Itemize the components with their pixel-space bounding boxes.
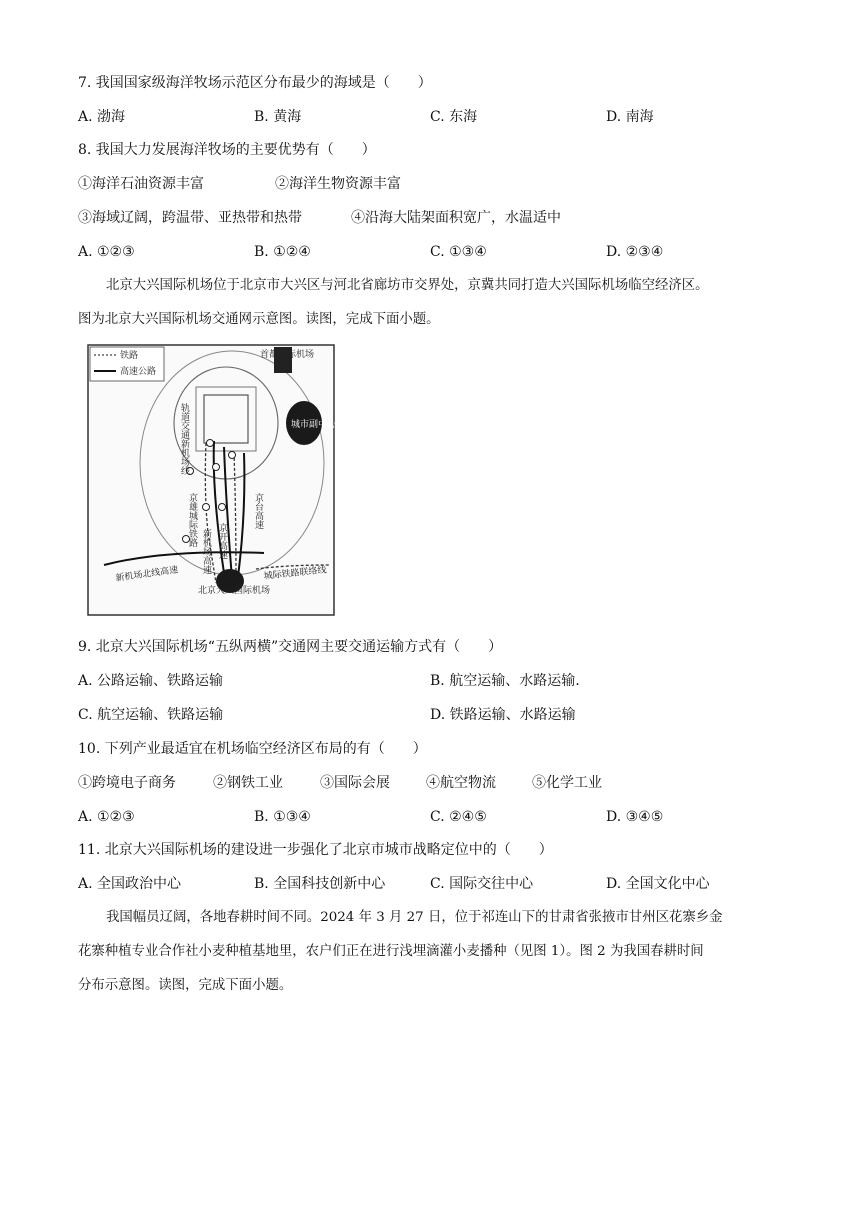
q8-item-4: ④沿海大陆架面积宽广，水温适中 xyxy=(351,210,561,226)
station-marker xyxy=(207,440,214,447)
q7-option-b: B. 黄海 xyxy=(254,109,302,125)
jingxiong-rail-label: 京雄城际铁路 xyxy=(187,493,197,547)
q9-stem: 9. 北京大兴国际机场“五纵两横”交通网主要交通运输方式有（ ） xyxy=(78,639,503,655)
q8-item-2: ②海洋生物资源丰富 xyxy=(275,176,401,192)
passage1-line1: 北京大兴国际机场位于北京市大兴区与河北省廊坊市交界处，京冀共同打造大兴国际机场临空经济区。 xyxy=(106,278,709,293)
q10-stem: 10. 下列产业最适宜在机场临空经济区布局的有（ ） xyxy=(78,741,427,757)
q10-option-d: D. ③④⑤ xyxy=(606,809,664,825)
q7-option-a: A. 渤海 xyxy=(78,109,126,125)
q8-item-1: ①海洋石油资源丰富 xyxy=(78,176,204,192)
q8-stem: 8. 我国大力发展海洋牧场的主要优势有（ ） xyxy=(78,142,376,158)
q9-option-c: C. 航空运输、铁路运输 xyxy=(78,707,224,723)
daxing-airport-label: 北京大兴国际机场 xyxy=(198,586,271,596)
q8-option-d: D. ②③④ xyxy=(606,244,664,260)
jingtai-expressway-label: 京台高速 xyxy=(253,493,263,529)
q10-option-b: B. ①③④ xyxy=(254,809,311,825)
q10-item-4: ④航空物流 xyxy=(426,775,496,791)
passage1-line2: 图为北京大兴国际机场交通网示意图。读图，完成下面小题。 xyxy=(78,312,440,327)
city-subcenter-label: 城市副中心 xyxy=(291,420,336,430)
q9-option-b: B. 航空运输、水路运输. xyxy=(430,673,580,689)
q7-stem: 7. 我国国家级海洋牧场示范区分布最少的海域是（ ） xyxy=(78,75,432,91)
q8-option-a: A. ①②③ xyxy=(78,244,135,260)
q10-item-5: ⑤化学工业 xyxy=(532,775,602,791)
transport-map-svg xyxy=(86,343,336,617)
station-marker xyxy=(203,504,210,511)
passage2-line3: 分布示意图。读图，完成下面小题。 xyxy=(78,978,293,993)
q11-stem: 11. 北京大兴国际机场的建设进一步强化了北京市城市战略定位中的（ ） xyxy=(78,842,553,858)
q10-item-1: ①跨境电子商务 xyxy=(78,775,176,791)
q10-option-a: A. ①②③ xyxy=(78,809,135,825)
q7-option-d: D. 南海 xyxy=(606,109,654,125)
intercity-link-label: 城际铁路联络线 xyxy=(263,565,327,582)
q10-item-2: ②钢铁工业 xyxy=(213,775,283,791)
q11-option-c: C. 国际交往中心 xyxy=(430,876,534,892)
q11-option-d: D. 全国文化中心 xyxy=(606,876,710,892)
q10-item-3: ③国际会展 xyxy=(320,775,390,791)
q10-option-c: C. ②④⑤ xyxy=(430,809,487,825)
legend-rail-label: 铁路 xyxy=(120,351,139,361)
q11-option-b: B. 全国科技创新中心 xyxy=(254,876,386,892)
q7-option-c: C. 东海 xyxy=(430,109,478,125)
beijing-daxing-airport-transport-map xyxy=(86,343,336,617)
passage2-line1: 我国幅员辽阔，各地春耕时间不同。2024 年 3 月 27 日，位于祁连山下的甘肃省张掖市甘州区花寨乡金 xyxy=(106,910,723,925)
station-marker xyxy=(213,464,220,471)
station-marker xyxy=(229,452,236,459)
south-link-label: 新机场北线高速 xyxy=(115,565,179,584)
q9-option-a: A. 公路运输、铁路运输 xyxy=(78,673,224,689)
q8-item-3: ③海域辽阔，跨温带、亚热带和热带 xyxy=(78,210,302,226)
legend-highway-label: 高速公路 xyxy=(120,367,157,377)
rail-express-label: 轨道交通新机场线 xyxy=(179,403,189,475)
q11-option-a: A. 全国政治中心 xyxy=(78,876,182,892)
q8-option-b: B. ①②④ xyxy=(254,244,311,260)
station-marker xyxy=(219,504,226,511)
q8-option-c: C. ①③④ xyxy=(430,244,487,260)
daxing-expressway-label: 京开高速 xyxy=(217,523,227,559)
q9-option-d: D. 铁路运输、水路运输 xyxy=(430,707,576,723)
capital-airport-label: 首都国际机场 xyxy=(260,350,315,360)
newairport-expressway-label: 新机场高速 xyxy=(201,529,211,574)
passage2-line2: 花寨种植专业合作社小麦种植基地里，农户们正在进行浅埋滴灌小麦播种（见图 1）。图 2 为我国春耕时间 xyxy=(78,944,704,959)
